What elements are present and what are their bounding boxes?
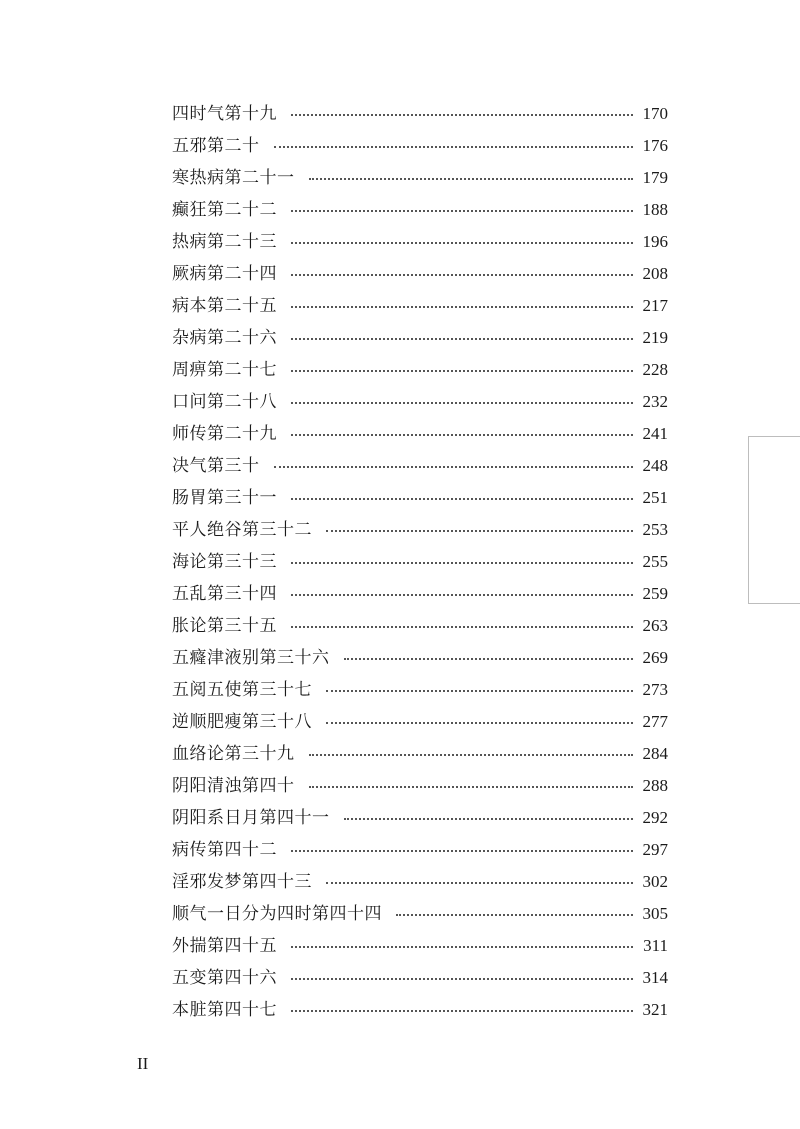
toc-entry-title: 淫邪发梦第四十三 bbox=[172, 872, 312, 892]
toc-entry[interactable] bbox=[172, 770, 668, 802]
toc-entry[interactable] bbox=[172, 450, 668, 482]
toc-entry[interactable] bbox=[172, 962, 668, 994]
toc-entry-title: 杂病第二十六 bbox=[172, 328, 277, 348]
toc-dot-leader bbox=[274, 466, 633, 468]
toc-entry-title: 病本第二十五 bbox=[172, 296, 277, 316]
toc-dot-leader bbox=[326, 530, 633, 532]
toc-entry[interactable] bbox=[172, 322, 668, 354]
toc-entry[interactable] bbox=[172, 898, 668, 930]
toc-entry-page: 259 bbox=[642, 584, 668, 603]
toc-dot-leader bbox=[344, 658, 633, 660]
toc-entry[interactable] bbox=[172, 610, 668, 642]
toc-entry[interactable] bbox=[172, 674, 668, 706]
toc-entry-title: 病传第四十二 bbox=[172, 840, 277, 860]
toc-entry-title: 阴阳清浊第四十 bbox=[172, 776, 295, 796]
table-of-contents bbox=[172, 98, 668, 1026]
toc-dot-leader bbox=[274, 146, 633, 148]
toc-entry[interactable] bbox=[172, 738, 668, 770]
toc-entry[interactable] bbox=[172, 578, 668, 610]
toc-dot-leader bbox=[291, 562, 633, 564]
toc-entry[interactable] bbox=[172, 290, 668, 322]
toc-entry-title: 师传第二十九 bbox=[172, 424, 277, 444]
toc-dot-leader bbox=[291, 498, 633, 500]
toc-entry[interactable] bbox=[172, 514, 668, 546]
toc-dot-leader bbox=[291, 594, 633, 596]
toc-entry-title: 癫狂第二十二 bbox=[172, 200, 277, 220]
toc-entry-title: 五邪第二十 bbox=[172, 136, 260, 156]
toc-entry[interactable] bbox=[172, 226, 668, 258]
toc-entry-title: 五癃津液别第三十六 bbox=[172, 648, 330, 668]
toc-entry-page: 302 bbox=[642, 872, 668, 891]
toc-entry-title: 逆顺肥瘦第三十八 bbox=[172, 712, 312, 732]
toc-dot-leader bbox=[291, 978, 633, 980]
toc-entry-page: 255 bbox=[642, 552, 668, 571]
toc-entry-page: 188 bbox=[642, 200, 668, 219]
toc-dot-leader bbox=[291, 114, 633, 116]
toc-entry-page: 305 bbox=[642, 904, 668, 923]
toc-entry-page: 288 bbox=[642, 776, 668, 795]
toc-entry-page: 314 bbox=[642, 968, 668, 987]
toc-entry-title: 决气第三十 bbox=[172, 456, 260, 476]
toc-dot-leader bbox=[291, 210, 633, 212]
toc-entry-title: 胀论第三十五 bbox=[172, 616, 277, 636]
toc-entry-page: 170 bbox=[642, 104, 668, 123]
toc-entry[interactable] bbox=[172, 130, 668, 162]
toc-entry-title: 血络论第三十九 bbox=[172, 744, 295, 764]
toc-entry[interactable] bbox=[172, 930, 668, 962]
toc-entry-page: 196 bbox=[642, 232, 668, 251]
toc-entry-title: 厥病第二十四 bbox=[172, 264, 277, 284]
toc-dot-leader bbox=[309, 786, 633, 788]
toc-dot-leader bbox=[344, 818, 633, 820]
toc-entry-title: 肠胃第三十一 bbox=[172, 488, 277, 508]
toc-dot-leader bbox=[291, 274, 633, 276]
toc-entry-title: 四时气第十九 bbox=[172, 104, 277, 124]
toc-entry-title: 外揣第四十五 bbox=[172, 936, 277, 956]
toc-entry[interactable] bbox=[172, 994, 668, 1026]
toc-entry-title: 平人绝谷第三十二 bbox=[172, 520, 312, 540]
toc-dot-leader bbox=[291, 402, 633, 404]
page-number: II bbox=[137, 1054, 149, 1073]
toc-entry-page: 297 bbox=[642, 840, 668, 859]
toc-entry[interactable] bbox=[172, 642, 668, 674]
toc-entry-page: 232 bbox=[642, 392, 668, 411]
toc-dot-leader bbox=[291, 626, 633, 628]
toc-entry-page: 321 bbox=[642, 1000, 668, 1019]
toc-entry-page: 292 bbox=[642, 808, 668, 827]
toc-entry-title: 热病第二十三 bbox=[172, 232, 277, 252]
toc-entry-page: 241 bbox=[642, 424, 668, 443]
toc-dot-leader bbox=[326, 882, 633, 884]
toc-entry-title: 周痹第二十七 bbox=[172, 360, 277, 380]
toc-entry-title: 五乱第三十四 bbox=[172, 584, 277, 604]
toc-dot-leader bbox=[291, 946, 633, 948]
toc-dot-leader bbox=[291, 850, 633, 852]
toc-entry-title: 五变第四十六 bbox=[172, 968, 277, 988]
toc-entry[interactable] bbox=[172, 194, 668, 226]
toc-entry[interactable] bbox=[172, 866, 668, 898]
toc-entry-page: 251 bbox=[642, 488, 668, 507]
toc-entry[interactable] bbox=[172, 418, 668, 450]
toc-dot-leader bbox=[309, 178, 633, 180]
toc-entry-title: 口问第二十八 bbox=[172, 392, 277, 412]
toc-dot-leader bbox=[309, 754, 633, 756]
toc-entry[interactable] bbox=[172, 258, 668, 290]
toc-entry-page: 217 bbox=[642, 296, 668, 315]
toc-entry[interactable] bbox=[172, 706, 668, 738]
toc-entry[interactable] bbox=[172, 482, 668, 514]
toc-entry[interactable] bbox=[172, 802, 668, 834]
toc-entry-page: 284 bbox=[642, 744, 668, 763]
toc-entry-page: 269 bbox=[642, 648, 668, 667]
toc-entry-page: 273 bbox=[642, 680, 668, 699]
toc-entry-title: 海论第三十三 bbox=[172, 552, 277, 572]
toc-dot-leader bbox=[291, 306, 633, 308]
toc-entry[interactable] bbox=[172, 162, 668, 194]
toc-dot-leader bbox=[291, 434, 633, 436]
toc-dot-leader bbox=[326, 722, 633, 724]
toc-entry-page: 253 bbox=[642, 520, 668, 539]
toc-entry-page: 263 bbox=[642, 616, 668, 635]
toc-entry-page: 208 bbox=[642, 264, 668, 283]
toc-entry-title: 顺气一日分为四时第四十四 bbox=[172, 904, 382, 924]
toc-entry-title: 本脏第四十七 bbox=[172, 1000, 277, 1020]
toc-entry[interactable] bbox=[172, 546, 668, 578]
toc-dot-leader bbox=[291, 1010, 633, 1012]
toc-entry-page: 248 bbox=[642, 456, 668, 475]
toc-entry-title: 寒热病第二十一 bbox=[172, 168, 295, 188]
toc-entry-page: 311 bbox=[643, 936, 668, 955]
toc-entry-page: 176 bbox=[642, 136, 668, 155]
toc-dot-leader bbox=[291, 242, 633, 244]
toc-entry[interactable] bbox=[172, 354, 668, 386]
toc-entry[interactable] bbox=[172, 98, 668, 130]
toc-entry-page: 277 bbox=[642, 712, 668, 731]
toc-entry-page: 179 bbox=[642, 168, 668, 187]
toc-dot-leader bbox=[326, 690, 633, 692]
toc-entry-page: 228 bbox=[642, 360, 668, 379]
toc-dot-leader bbox=[396, 914, 633, 916]
toc-entry[interactable] bbox=[172, 834, 668, 866]
toc-entry-title: 五阅五使第三十七 bbox=[172, 680, 312, 700]
toc-entry-page: 219 bbox=[642, 328, 668, 347]
toc-entry[interactable] bbox=[172, 386, 668, 418]
thumb-index-tab bbox=[748, 436, 800, 604]
toc-dot-leader bbox=[291, 338, 633, 340]
toc-entry-title: 阴阳系日月第四十一 bbox=[172, 808, 330, 828]
toc-dot-leader bbox=[291, 370, 633, 372]
